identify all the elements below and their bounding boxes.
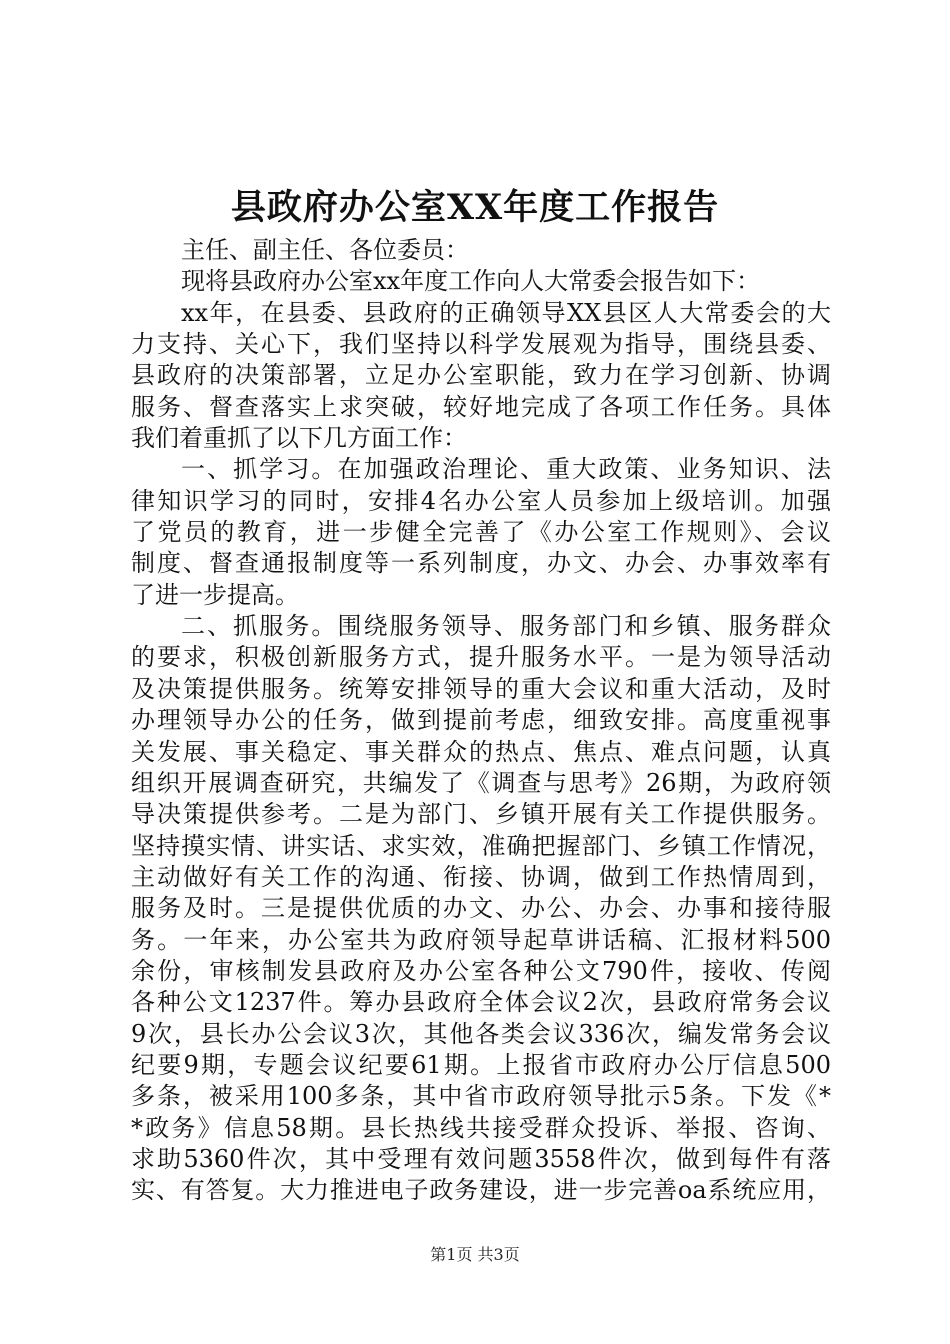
- paragraph-line: 制度、督查通报制度等一系列制度，办文、办会、办事效率有: [131, 549, 831, 578]
- intro-line: 现将县政府办公室xx年度工作向人大常委会报告如下：: [181, 267, 761, 296]
- paragraph-line: 坚持摸实情、讲实话、求实效，准确把握部门、乡镇工作情况，: [131, 831, 831, 860]
- paragraph-line: 力支持、关心下，我们坚持以科学发展观为指导，围绕县委、: [131, 330, 831, 359]
- document-body: [131, 235, 831, 1207]
- paragraph-line: 服务及时。三是提供优质的办文、办公、办会、办事和接待服: [131, 894, 831, 923]
- paragraph-line: 县政府的决策部署，立足办公室职能，致力在学习创新、协调: [131, 361, 831, 390]
- paragraph-line: 律知识学习的同时，安排4名办公室人员参加上级培训。加强: [131, 486, 831, 515]
- paragraph-line: 二、抓服务。围绕服务领导、服务部门和乡镇、服务群众: [181, 612, 831, 641]
- paragraph-line: 服务、督查落实上求突破，较好地完成了各项工作任务。具体: [131, 392, 831, 421]
- paragraph-line: 了党员的教育，进一步健全完善了《办公室工作规则》、会议: [131, 518, 831, 547]
- paragraph-line: 办理领导办公的任务，做到提前考虑，细致安排。高度重视事: [131, 706, 831, 735]
- paragraph-line: 组织开展调查研究，共编发了《调查与思考》26期，为政府领: [131, 768, 831, 797]
- paragraph-line: 了进一步提高。: [131, 580, 299, 609]
- paragraph-line: 我们着重抓了以下几方面工作：: [131, 424, 467, 453]
- paragraph-line: 9次，县长办公会议3次，其他各类会议336次，编发常务会议: [131, 1019, 831, 1048]
- paragraph-line: 务。一年来，办公室共为政府领导起草讲话稿、汇报材料500: [131, 925, 831, 954]
- page-number: 第1页 共3页: [430, 1245, 520, 1264]
- paragraph-line: 纪要9期，专题会议纪要61期。上报省市政府办公厅信息500: [131, 1050, 831, 1079]
- paragraph-line: 余份，审核制发县政府及办公室各种公文790件，接收、传阅: [131, 956, 831, 985]
- paragraph-line: *政务》信息58期。县长热线共接受群众投诉、举报、咨询、: [131, 1113, 831, 1142]
- paragraph-line: 导决策提供参考。二是为部门、乡镇开展有关工作提供服务。: [131, 800, 831, 829]
- paragraph-line: 实、有答复。大力推进电子政务建设，进一步完善oa系统应用，: [131, 1176, 831, 1205]
- paragraph-line: 求助5360件次，其中受理有效问题3558件次，做到每件有落: [131, 1144, 831, 1173]
- paragraph-line: 及决策提供服务。统筹安排领导的重大会议和重大活动，及时: [131, 674, 831, 703]
- paragraph-line: 关发展、事关稳定、事关群众的热点、焦点、难点问题，认真: [131, 737, 831, 766]
- paragraph-line: 多条，被采用100多条，其中省市政府领导批示5条。下发《*: [131, 1082, 831, 1111]
- salutation-line: 主任、副主任、各位委员：: [181, 236, 469, 264]
- paragraph-line: 一、抓学习。在加强政治理论、重大政策、业务知识、法: [181, 455, 831, 484]
- document-title: 县政府办公室XX年度工作报告: [230, 187, 720, 228]
- paragraph-line: xx年，在县委、县政府的正确领导XX县区人大常委会的大: [181, 298, 831, 327]
- paragraph-line: 各种公文1237件。筹办县政府全体会议2次，县政府常务会议: [131, 988, 831, 1017]
- paragraph-line: 的要求，积极创新服务方式，提升服务水平。一是为领导活动: [131, 643, 831, 672]
- paragraph-line: 主动做好有关工作的沟通、衔接、协调，做到工作热情周到，: [131, 862, 831, 891]
